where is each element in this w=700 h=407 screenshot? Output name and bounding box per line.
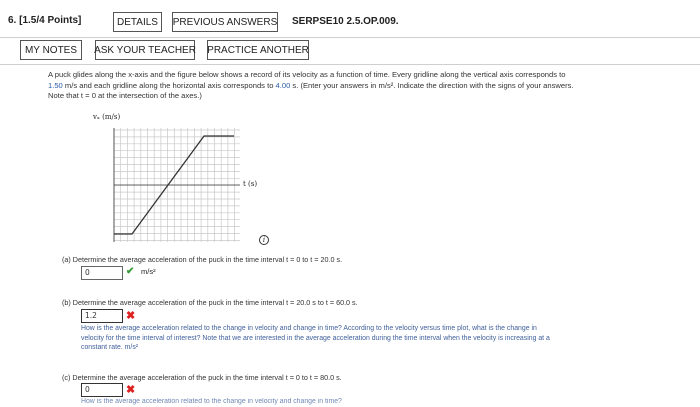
part-c-answer-input[interactable]: 0 (81, 383, 123, 397)
part-a-question: (a) Determine the average acceleration of the puck in the time interval t = 0 to t = 20.0 s. (62, 255, 343, 264)
part-b-question: (b) Determine the average acceleration of the puck in the time interval t = 20.0 s to t = 60.0 s. (62, 298, 358, 307)
practice-another-button[interactable]: PRACTICE ANOTHER (207, 40, 309, 60)
graph-y-label: vₓ (m/s) (93, 113, 121, 121)
vertical-gridline-value: 1.50 (48, 80, 63, 90)
incorrect-x-icon: ✖ (126, 310, 136, 322)
part-c-feedback: How is the average acceleration related to the change in velocity and change in time? (81, 398, 342, 405)
ask-teacher-button[interactable]: ASK YOUR TEACHER (95, 40, 195, 60)
problem-points: 6. [1.5/4 Points] (8, 15, 82, 26)
my-notes-button[interactable]: MY NOTES (20, 40, 82, 60)
header-divider (0, 37, 700, 38)
velocity-time-graph (108, 128, 240, 242)
part-a-unit: m/s² (141, 267, 156, 276)
problem-line-3: Note that t = 0 at the intersection of the axes.) (48, 91, 202, 100)
graph-x-label: t (s) (243, 180, 258, 188)
correct-check-icon: ✔ (126, 266, 135, 277)
toolbar-divider (0, 64, 700, 65)
incorrect-x-icon: ✖ (126, 384, 136, 396)
horizontal-gridline-value: 4.00 (275, 80, 291, 90)
info-circle-icon[interactable]: i (259, 235, 269, 245)
previous-answers-button[interactable]: PREVIOUS ANSWERS (172, 12, 278, 32)
part-a-answer-input[interactable]: 0 (81, 266, 123, 280)
part-b-answer-input[interactable]: 1.2 (81, 309, 123, 323)
problem-code: SERPSE10 2.5.OP.009. (292, 16, 399, 27)
part-b-feedback-line-3: constant rate. m/s² (81, 344, 139, 351)
part-b-feedback-line-1: How is the average acceleration related to the change in velocity and change in time? According to the velocity versus time plot, what is the change in (81, 325, 537, 332)
problem-line-2-mid: m/s and each gridline along the horizontal axis corresponds to (62, 80, 276, 90)
part-c-question: (c) Determine the average acceleration of the puck in the time interval t = 0 to t = 80.0 s. (62, 373, 342, 382)
problem-statement (48, 70, 688, 102)
problem-line-1: A puck glides along the x-axis and the figure below shows a record of its velocity as a function of time. Every gridline along the vertical axis corresponds to (48, 70, 566, 79)
problem-line-2-end: s. (Enter your answers in m/s². Indicate the direction with the signs of your answers. (290, 80, 574, 90)
part-b-feedback-line-2: velocity for the time interval of interest? Note that we are interested in the average acceleration during the time interval when the velocity is increasing at a (81, 334, 550, 342)
part-b-feedback (81, 324, 696, 353)
details-button[interactable]: DETAILS (113, 12, 162, 32)
problem-line-2 (48, 81, 688, 92)
